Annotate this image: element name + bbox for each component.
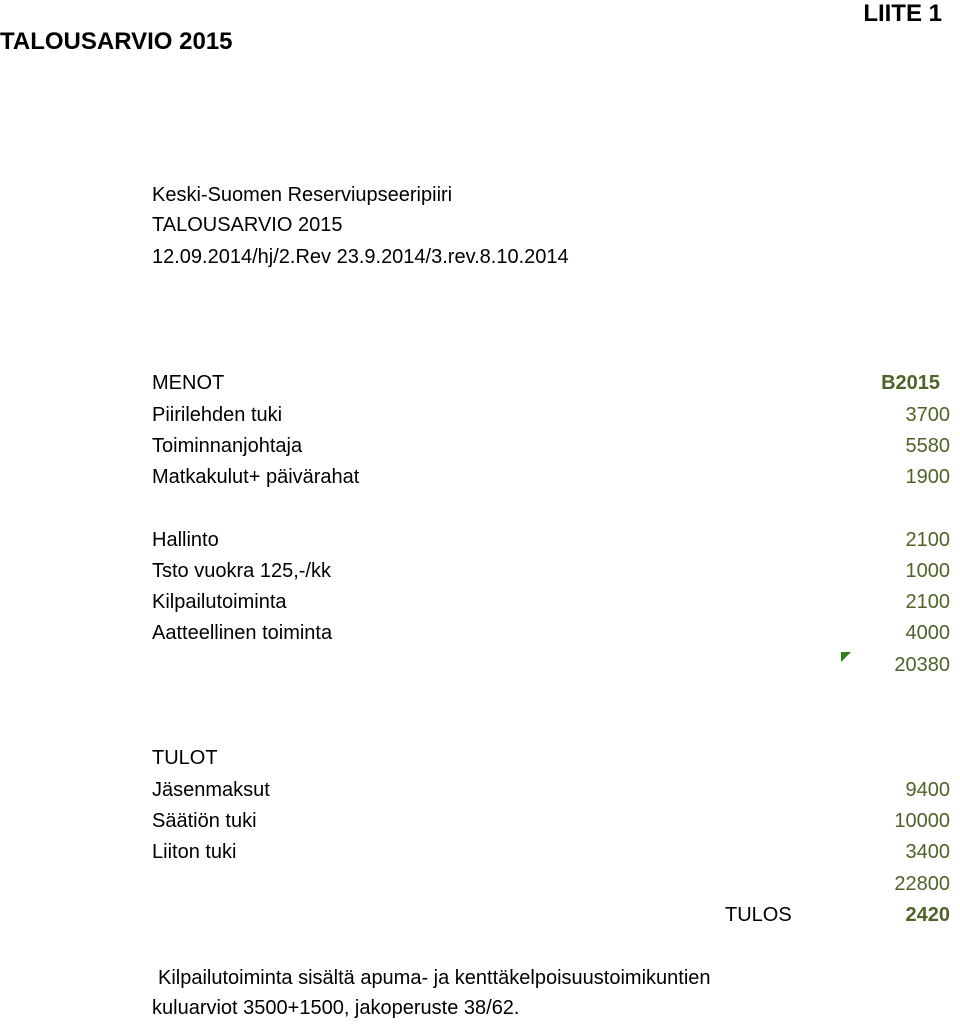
table-row xyxy=(152,779,950,807)
note-line-2: kuluarviot 3500+1500, jakoperuste 38/62. xyxy=(152,997,520,1019)
row-label: Hallinto xyxy=(152,529,219,551)
row-label: Jäsenmaksut xyxy=(152,779,270,801)
attachment-label: LIITE 1 xyxy=(863,0,942,27)
row-value: 9400 xyxy=(905,779,950,801)
table-row xyxy=(152,435,950,463)
row-value: 10000 xyxy=(894,810,950,832)
income-total: 22800 xyxy=(894,873,950,895)
revision-line: 12.09.2014/hj/2.Rev 23.9.2014/3.rev.8.10.2014 xyxy=(152,246,569,268)
row-value: 2100 xyxy=(905,591,950,613)
row-label: Matkakulut+ päivärahat xyxy=(152,466,360,488)
organization-name: Keski-Suomen Reserviupseeripiiri xyxy=(152,184,453,206)
row-value: 3400 xyxy=(905,841,950,863)
result-label: TULOS xyxy=(725,904,792,926)
row-value: 1900 xyxy=(905,466,950,488)
expenses-heading: MENOT xyxy=(152,372,225,394)
cell-comment-marker-icon xyxy=(841,652,851,662)
table-row xyxy=(152,841,950,869)
table-row xyxy=(152,622,950,650)
row-label: Liiton tuki xyxy=(152,841,237,863)
table-row xyxy=(152,591,950,619)
row-label: Piirilehden tuki xyxy=(152,404,283,426)
row-label: Toiminnanjohtaja xyxy=(152,435,303,457)
table-row xyxy=(152,560,950,588)
result-value: 2420 xyxy=(905,904,950,926)
row-value: 1000 xyxy=(905,560,950,582)
page-title: TALOUSARVIO 2015 xyxy=(0,28,233,55)
row-label: Aatteellinen toiminta xyxy=(152,622,333,644)
table-row xyxy=(152,466,950,494)
budget-title: TALOUSARVIO 2015 xyxy=(152,214,343,236)
income-heading: TULOT xyxy=(152,747,218,769)
budget-column-header: B2015 xyxy=(881,372,940,394)
table-row xyxy=(152,529,950,557)
row-value: 2100 xyxy=(905,529,950,551)
expenses-header-row xyxy=(152,372,950,400)
row-value: 3700 xyxy=(905,404,950,426)
row-label: Tsto vuokra 125,-/kk xyxy=(152,560,331,582)
note-line-1: Kilpailutoiminta sisältä apuma- ja kenttäkelpoisuustoimikuntien xyxy=(158,967,711,989)
row-value: 5580 xyxy=(905,435,950,457)
row-label: Kilpailutoiminta xyxy=(152,591,287,613)
row-label: Säätiön tuki xyxy=(152,810,257,832)
table-row xyxy=(152,810,950,838)
table-row xyxy=(152,404,950,432)
row-value: 4000 xyxy=(905,622,950,644)
expenses-total: 20380 xyxy=(894,654,950,676)
